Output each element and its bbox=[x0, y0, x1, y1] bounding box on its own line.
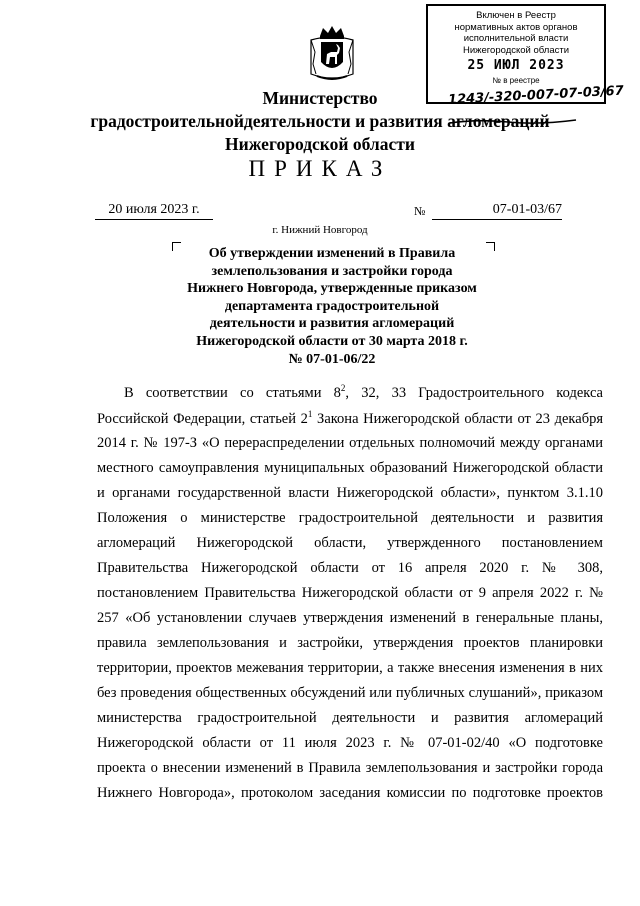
body-text-fragment: , 32, 33 Градостроительного кодекса bbox=[345, 385, 603, 401]
body-line: и органами государственной власти Нижегородской области», пунктом 3.1.10 bbox=[97, 485, 603, 501]
body-line: правила землепользования и застройки, утверждения проектов планировки bbox=[97, 635, 603, 651]
ministry-line: Нижегородской области bbox=[225, 134, 415, 154]
subject-line: № 07-01-06/22 bbox=[288, 351, 376, 367]
body-line: 2014 г. № 197-З «О перераспределении отдельных полномочий между органами bbox=[97, 435, 603, 451]
stamp-reg-label: № в реестре bbox=[492, 75, 540, 85]
body-line: 257 «Об установлении случаев утверждения изменений в генеральные планы, bbox=[97, 610, 603, 626]
order-number: 07-01-03/67 bbox=[432, 202, 562, 220]
body-text-fragment: Закона Нижегородской области от 23 декабря bbox=[312, 411, 603, 427]
stamp-date: 25 ИЮЛ 2023 bbox=[467, 58, 565, 73]
superscript: 1 bbox=[307, 409, 313, 419]
body-text-fragment: В соответствии со статьями 8 bbox=[124, 385, 341, 401]
subject-line: департамента градостроительной bbox=[224, 298, 440, 314]
ministry-line: Министерство bbox=[262, 88, 378, 108]
stamp-reg-number: 1243/-320-007-07-03/67 bbox=[447, 83, 625, 108]
order-subject bbox=[150, 245, 514, 368]
body-line: агломераций Нижегородской области, утвержденного постановлением bbox=[97, 535, 603, 551]
body-line: Положения о министерстве градостроительной деятельности и развития bbox=[97, 510, 603, 526]
subject-line: Нижегородской области от 30 марта 2018 г. bbox=[196, 333, 468, 349]
body-line: без проведения общественных обсуждений или публичных слушаний», приказом bbox=[97, 685, 603, 701]
body-line: Нижнего Новгорода», протоколом заседания комиссии по подготовке проектов bbox=[97, 785, 603, 801]
body-line: местного самоуправления муниципальных образований Нижегородской области bbox=[97, 460, 603, 476]
body-line: Нижегородской области от 11 июля 2023 г. № 07-01-02/40 «О подготовке bbox=[97, 735, 603, 751]
stamp-line: нормативных актов органов bbox=[454, 21, 578, 33]
body-line bbox=[124, 383, 603, 403]
stamp-line: Включен в Реестр bbox=[476, 10, 556, 21]
body-line bbox=[97, 409, 603, 429]
stamp-line: исполнительной власти bbox=[463, 33, 569, 44]
pen-strike-mark bbox=[448, 116, 578, 128]
order-date: 20 июля 2023 г. bbox=[95, 202, 213, 220]
stamp-line: Нижегородской области bbox=[462, 44, 570, 56]
subject-line: Об утверждении изменений в Правила bbox=[208, 246, 456, 261]
body-text-fragment: Российской Федерации, статьей 2 bbox=[97, 411, 308, 427]
body-line: проекта о внесении изменений в Правила землепользования и застройки города bbox=[97, 760, 603, 776]
subject-line: Нижнего Новгорода, утвержденные приказом bbox=[187, 281, 477, 297]
body-line: Правительства Нижегородской области от 16 апреля 2020 г. № 308, bbox=[97, 560, 603, 576]
subject-line: землепользования и застройки города bbox=[211, 263, 453, 279]
subject-line: деятельности и развития агломераций bbox=[209, 316, 455, 332]
ministry-line: градостроительнойдеятельности и развития агломераций bbox=[90, 111, 550, 131]
body-line: постановлением Правительства Нижегородской области от 9 апреля 2022 г. № bbox=[97, 585, 603, 601]
coat-of-arms-icon bbox=[307, 24, 357, 86]
body-line: министерства градостроительной деятельности и развития агломераций bbox=[97, 710, 603, 726]
number-sign: № bbox=[414, 204, 426, 218]
order-city: г. Нижний Новгород bbox=[272, 224, 368, 236]
body-line: территории, проектов межевания территории, а также внесения изменения в них bbox=[97, 660, 603, 676]
document-title: ПРИКАЗ bbox=[248, 156, 392, 181]
superscript: 2 bbox=[340, 383, 346, 393]
